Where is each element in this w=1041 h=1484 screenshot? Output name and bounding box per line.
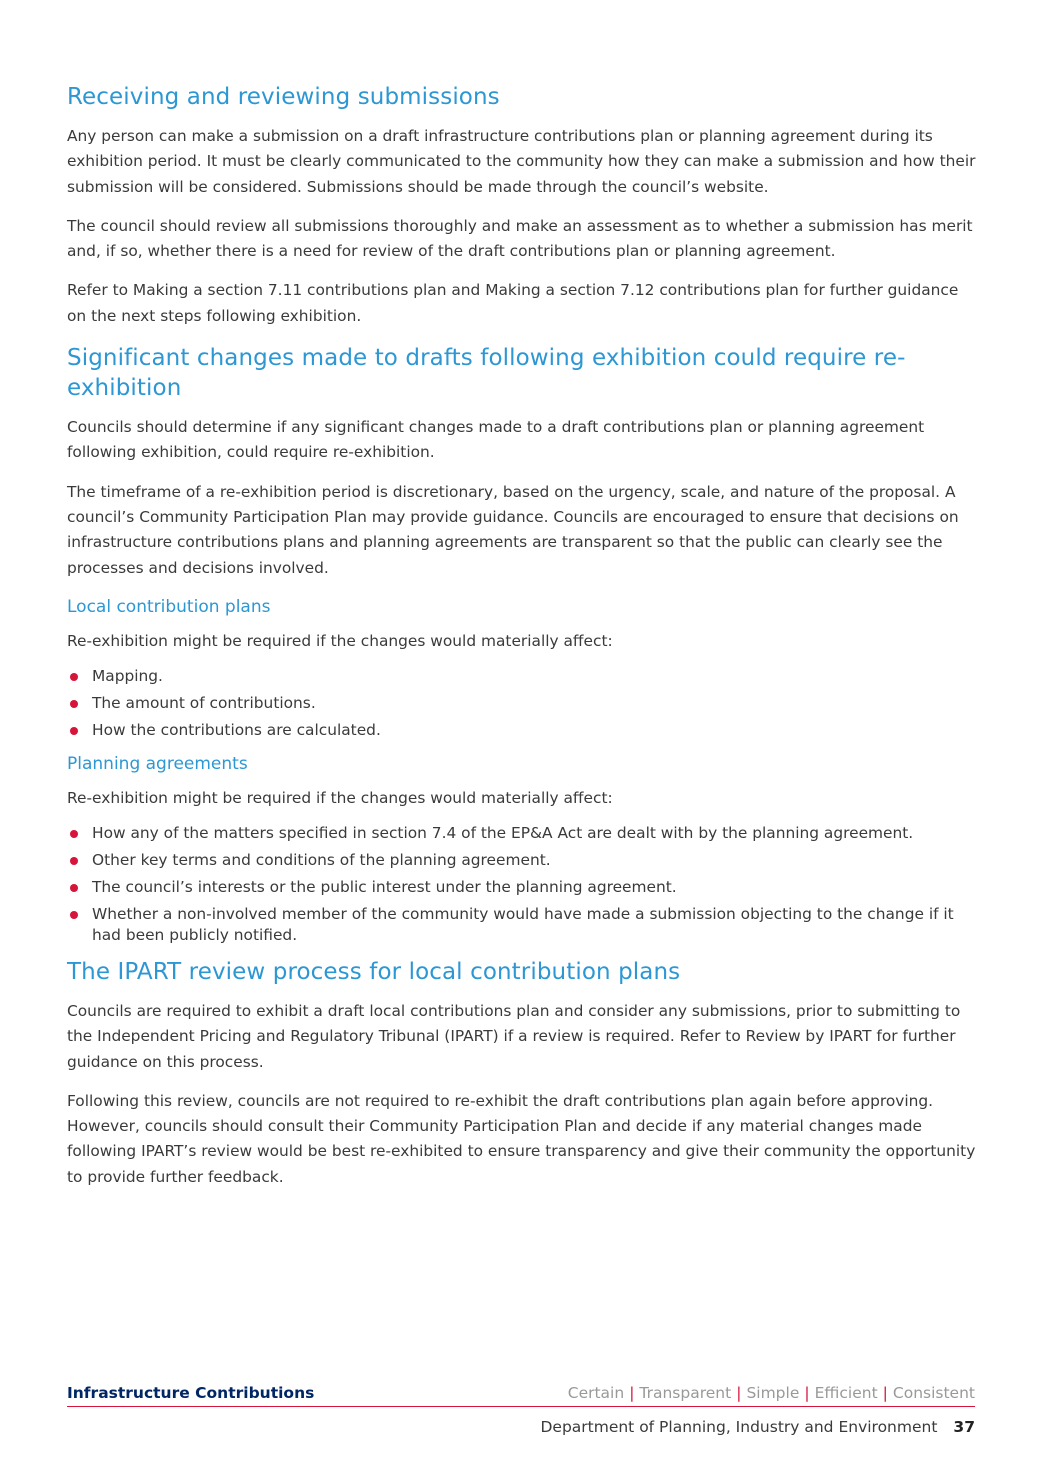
footer-separator: |	[804, 1384, 810, 1402]
bullet-dot-icon	[70, 727, 78, 735]
paragraph: Councils should determine if any significant changes made to a draft contributions plan or planning agreement following exhibition, could require re-exhibition.	[67, 418, 925, 462]
footer-value: Simple	[746, 1384, 800, 1402]
page-content	[67, 82, 977, 1204]
footer-value: Consistent	[892, 1384, 975, 1402]
list-item: The council’s interests or the public interest under the planning agreement.	[67, 877, 977, 899]
heading-ipart-review: The IPART review process for local contribution plans	[67, 958, 681, 985]
footer-separator: |	[736, 1384, 742, 1402]
footer-separator: |	[882, 1384, 888, 1402]
heading-significant-changes: Significant changes made to drafts following exhibition could require re-exhibition	[67, 345, 906, 402]
list-item: How any of the matters specified in section 7.4 of the EP&A Act are dealt with by the planning agreement.	[67, 823, 977, 845]
footer-value: Efficient	[814, 1384, 878, 1402]
list-item: Mapping.	[67, 666, 977, 688]
bullet-dot-icon	[70, 857, 78, 865]
paragraph: Re-exhibition might be required if the changes would materially affect:	[67, 631, 613, 650]
bullet-dot-icon	[70, 700, 78, 708]
footer-value: Transparent	[639, 1384, 732, 1402]
paragraph: Any person can make a submission on a draft infrastructure contributions plan or planning agreement during its exhibition period. It must be clearly communicated to the community how they can make a submission and how their submission will be considered. Submissions should be made through the council’s website.	[67, 127, 976, 196]
bullet-dot-icon	[70, 911, 78, 919]
footer-values	[568, 1384, 975, 1402]
footer-department-line	[540, 1418, 975, 1436]
bullet-list-agreements	[67, 823, 977, 947]
paragraph: Following this review, councils are not required to re-exhibit the draft contributions plan again before approving. However, councils should consult their Community Participation Plan and decide if any material changes made following IPART’s review would be best re-exhibited to ensure transparency and give their community the opportunity to provide further feedback.	[67, 1091, 976, 1186]
subheading-planning-agreements: Planning agreements	[67, 753, 248, 774]
list-item: Other key terms and conditions of the planning agreement.	[67, 850, 977, 872]
bullet-dot-icon	[70, 830, 78, 838]
footer-separator: |	[629, 1384, 635, 1402]
paragraph: The council should review all submissions thoroughly and make an assessment as to whether a submission has merit and, if so, whether there is a need for review of the draft contributions plan or planning agreement.	[67, 216, 973, 261]
subheading-local-contribution-plans: Local contribution plans	[67, 596, 271, 617]
paragraph: The timeframe of a re-exhibition period is discretionary, based on the urgency, scale, and nature of the proposal. A council’s Community Participation Plan may provide guidance. Councils are encouraged to ensure that decisions on infrastructure contributions plans and planning agreements are transparent so that the public can clearly see the processes and decisions involved.	[67, 482, 959, 577]
bullet-dot-icon	[70, 673, 78, 681]
footer-brand: Infrastructure Contributions	[67, 1384, 315, 1402]
paragraph: Refer to Making a section 7.11 contributions plan and Making a section 7.12 contributions plan for further guidance on the next steps following exhibition.	[67, 281, 959, 325]
footer-value: Certain	[567, 1384, 625, 1402]
footer-department: Department of Planning, Industry and Environment	[540, 1418, 938, 1436]
list-item: The amount of contributions.	[67, 693, 977, 715]
list-item: How the contributions are calculated.	[67, 720, 977, 742]
list-item: Whether a non-involved member of the community would have made a submission objecting to the change if it had been publicly notified.	[67, 904, 977, 947]
bullet-dot-icon	[70, 884, 78, 892]
footer-bar	[67, 1382, 975, 1407]
bullet-list-local	[67, 666, 977, 742]
paragraph: Re-exhibition might be required if the changes would materially affect:	[67, 788, 613, 807]
paragraph: Councils are required to exhibit a draft local contributions plan and consider any submissions, prior to submitting to the Independent Pricing and Regulatory Tribunal (IPART) if a review is required. Refer to Review by IPART for further guidance on this process.	[67, 1001, 961, 1071]
page-number: 37	[953, 1418, 975, 1436]
heading-receiving-submissions: Receiving and reviewing submissions	[67, 84, 500, 110]
